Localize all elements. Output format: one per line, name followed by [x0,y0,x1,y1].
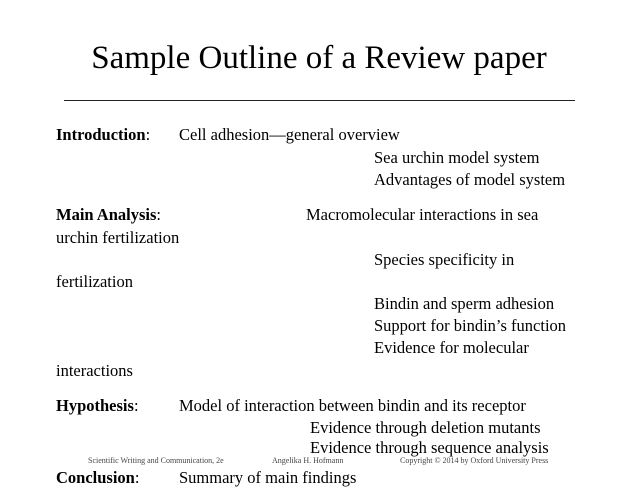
footer-book: Scientific Writing and Communication, 2e [88,456,224,465]
hypothesis-label: Hypothesis [56,396,134,415]
intro-line-3: Advantages of model system [374,170,566,189]
intro-colon: : [145,125,151,144]
conclusion-heading [56,468,139,488]
analysis-line-5: Evidence for molecular [374,338,529,357]
intro-label: Introduction [56,125,146,144]
analysis-label: Main Analysis [56,205,157,224]
hypothesis-line-1: Model of interaction between bindin and its receptor [179,396,526,415]
footer-copyright: Copyright © 2014 by Oxford University Press [400,456,549,465]
conclusion-colon: : [134,468,140,487]
analysis-line-1-wrap: urchin fertilization [56,228,180,247]
analysis-line-2-wrap: fertilization [56,272,133,291]
conclusion-label: Conclusion [56,468,135,487]
slide-title: Sample Outline of a Review paper [91,40,547,76]
hypothesis-heading [56,396,139,416]
analysis-colon: : [156,205,161,224]
analysis-line-5-wrap: interactions [56,361,133,380]
title-divider [64,100,575,101]
footer-author: Angelika H. Hofmann [272,456,344,465]
hypothesis-line-2: Evidence through deletion mutants [310,418,541,437]
hypothesis-colon: : [133,396,139,415]
intro-heading [56,125,150,145]
analysis-line-4: Support for bindin’s function [374,316,567,335]
analysis-line-3: Bindin and sperm adhesion [374,294,555,313]
intro-line-1: Cell adhesion—general overview [179,125,400,144]
analysis-line-2: Species specificity in [374,250,515,269]
analysis-line-1: Macromolecular interactions in sea [306,205,539,224]
intro-line-2: Sea urchin model system [374,148,540,167]
conclusion-line-1: Summary of main findings [179,468,357,487]
hypothesis-line-3: Evidence through sequence analysis [310,438,549,457]
analysis-heading [56,205,161,225]
